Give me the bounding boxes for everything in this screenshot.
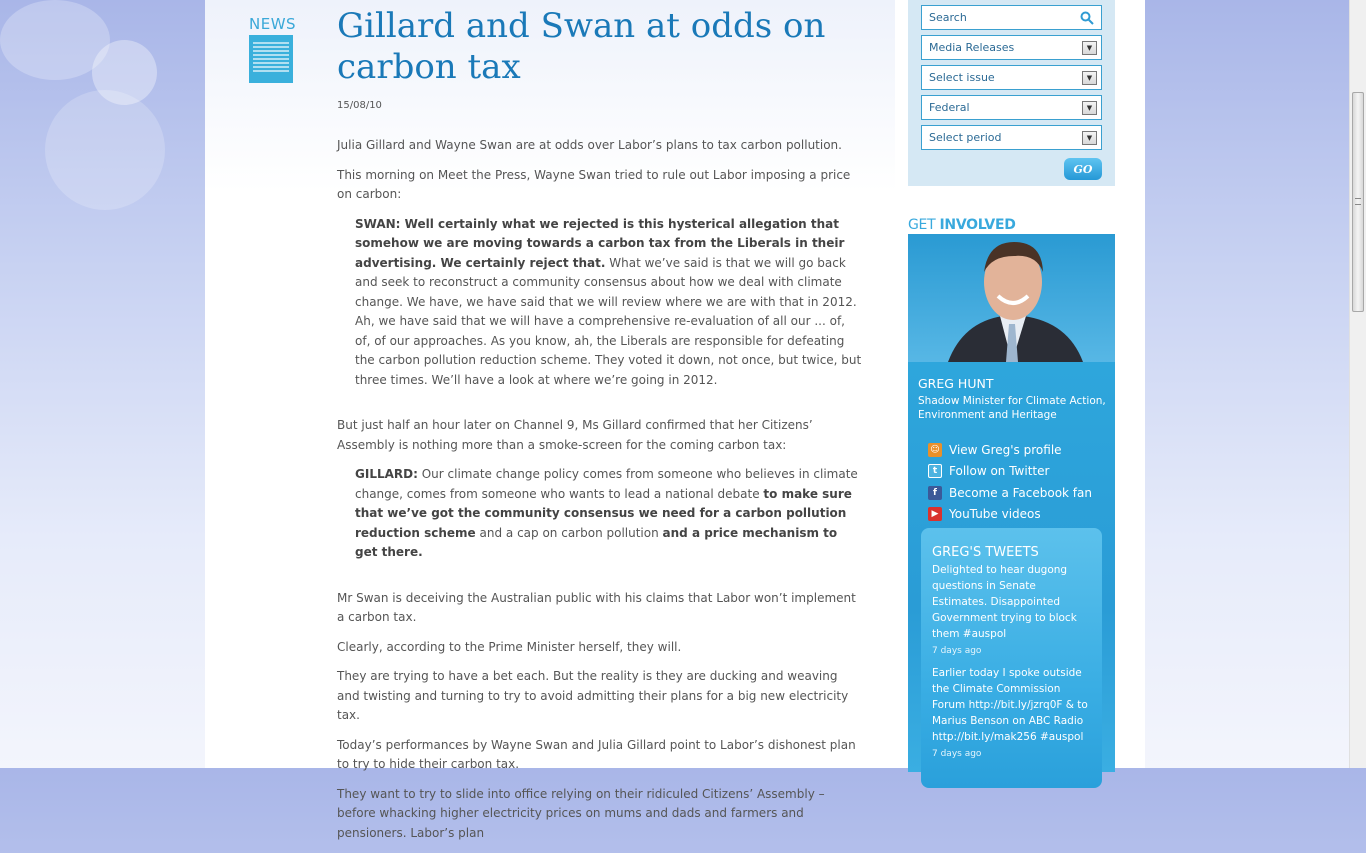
quote-speaker: GILLARD:: [355, 467, 418, 481]
article-date: 15/08/10: [337, 100, 382, 111]
quote-text: and a cap on carbon pollution: [475, 525, 663, 540]
search-placeholder: Search: [929, 11, 967, 24]
get-involved-heading: [908, 217, 1115, 233]
link-label: YouTube videos: [949, 507, 1041, 522]
paragraph: Mr Swan is deceiving the Australian public with his claims that Labor won’t implement a carbon tax.: [337, 590, 856, 624]
chevron-down-icon[interactable]: ▼: [1082, 71, 1097, 85]
youtube-icon: ▶: [928, 507, 942, 521]
blockquote-swan: [337, 215, 862, 391]
article-column: [205, 0, 895, 840]
link-facebook[interactable]: [928, 482, 1115, 504]
link-label: Follow on Twitter: [949, 464, 1050, 479]
paragraph: Clearly, according to the Prime Minister herself, they will.: [337, 639, 682, 654]
page-container: [205, 0, 1145, 840]
tweet-text: Earlier today I spoke outside the Climate Commission Forum http://bit.ly/jzrq0F & to Marius Benson on ABC Radio http://bit.ly/mak256 #auspol: [932, 667, 1088, 743]
news-badge: [249, 15, 295, 83]
issue-value: Select issue: [929, 71, 995, 84]
go-button[interactable]: GO: [1064, 158, 1102, 180]
sidebar: [908, 0, 1115, 772]
tweet-item[interactable]: [932, 665, 1092, 762]
article-body: [337, 136, 862, 853]
tweets-heading: GREG'S TWEETS: [932, 545, 1039, 560]
profile-name: GREG HUNT: [918, 376, 994, 391]
quote-bold: SWAN: Well certainly what we rejected is this hysterical allegation that somehow we are moving towards a carbon tax from the Liberals in their advertising. We certainly reject that.: [355, 216, 845, 270]
page-scrollbar[interactable]: [1349, 0, 1366, 768]
paragraph: They want to try to slide into office relying on their ridiculed Citizens’ Assembly – before whacking higher electricity prices on mums and dads and farmers and pensioners. Labor’s plan: [337, 786, 825, 840]
quote-bold: to make sure that we’ve got the community consensus we need for a carbon pollution reduction scheme: [355, 486, 852, 540]
scrollbar-grip: [1355, 198, 1361, 205]
news-label: NEWS: [249, 15, 297, 33]
facebook-icon: f: [928, 486, 942, 500]
category-value: Media Releases: [929, 41, 1015, 54]
period-select[interactable]: [921, 125, 1102, 150]
scope-select[interactable]: [921, 95, 1102, 120]
category-select[interactable]: [921, 35, 1102, 60]
chevron-down-icon[interactable]: ▼: [1082, 131, 1097, 145]
search-icon[interactable]: [1080, 11, 1094, 25]
twitter-icon: t: [928, 464, 942, 478]
tweet-time: 7 days ago: [932, 646, 982, 656]
background-decoration: [45, 90, 165, 210]
tweets-box: [921, 528, 1102, 788]
paragraph: Today’s performances by Wayne Swan and Julia Gillard point to Labor’s dishonest plan to try to hide their carbon tax.: [337, 737, 856, 771]
profile-role: Shadow Minister for Climate Action, Environment and Heritage: [918, 395, 1106, 421]
paragraph: But just half an hour later on Channel 9, Ms Gillard confirmed that her Citizens’ Assembly is nothing more than a smoke-screen for the coming carbon tax:: [337, 418, 813, 452]
newspaper-icon: [249, 35, 293, 83]
quote-text: Our climate change policy comes from someone who believes in climate change, comes from someone who wants to lead a national debate: [355, 467, 858, 501]
scope-value: Federal: [929, 101, 970, 114]
paragraph: They are trying to have a bet each. But the reality is they are ducking and weaving and twisting and turning to try to avoid admitting their plans for a big new electricity tax.: [337, 669, 849, 722]
background-decoration: [0, 0, 110, 80]
tweet-time: 7 days ago: [932, 749, 982, 759]
tweet-text: Delighted to hear dugong questions in Senate Estimates. Disappointed Government trying to block them #auspol: [932, 564, 1077, 640]
social-links: [918, 439, 1115, 525]
quote-bold: and a price mechanism to get there.: [355, 525, 838, 559]
link-label: Become a Facebook fan: [949, 485, 1092, 500]
paragraph: This morning on Meet the Press, Wayne Swan tried to rule out Labor imposing a price on carbon:: [337, 167, 851, 201]
blockquote-gillard: [337, 465, 862, 563]
link-view-profile[interactable]: [928, 439, 1115, 461]
profile-photo: [908, 234, 1115, 362]
link-twitter[interactable]: [928, 461, 1115, 483]
chevron-down-icon[interactable]: ▼: [1082, 101, 1097, 115]
paragraph: Julia Gillard and Wayne Swan are at odds over Labor’s plans to tax carbon pollution.: [337, 138, 842, 152]
involved-label: INVOLVED: [939, 217, 1016, 233]
quote-text: What we’ve said is that we will go back and seek to reconstruct a community consensus about how we deal with climate change. We have, we have said that we will review where we are with that in 2012. Ah, we have said that we will have a comprehensive re-evaluation of all our ... of, of, of our approaches. As you know, ah, the Liberals are responsible for defeating the carbon pollution reduction scheme. They voted it down, not once, but twice, but three times. We’ll have a look at where we’re going in 2012.: [355, 255, 862, 387]
search-input[interactable]: [921, 5, 1102, 30]
page-title: Gillard and Swan at odds on carbon tax: [337, 6, 826, 87]
profile-panel: [908, 362, 1115, 772]
portrait-illustration: [908, 234, 1115, 362]
issue-select[interactable]: [921, 65, 1102, 90]
tweet-item[interactable]: [932, 562, 1092, 659]
period-value: Select period: [929, 131, 1002, 144]
link-youtube[interactable]: [928, 504, 1115, 526]
chevron-down-icon[interactable]: ▼: [1082, 41, 1097, 55]
get-label: GET: [908, 217, 940, 233]
search-panel: [908, 0, 1115, 186]
profile-icon: ☺: [928, 443, 942, 457]
link-label: View Greg's profile: [949, 442, 1062, 457]
